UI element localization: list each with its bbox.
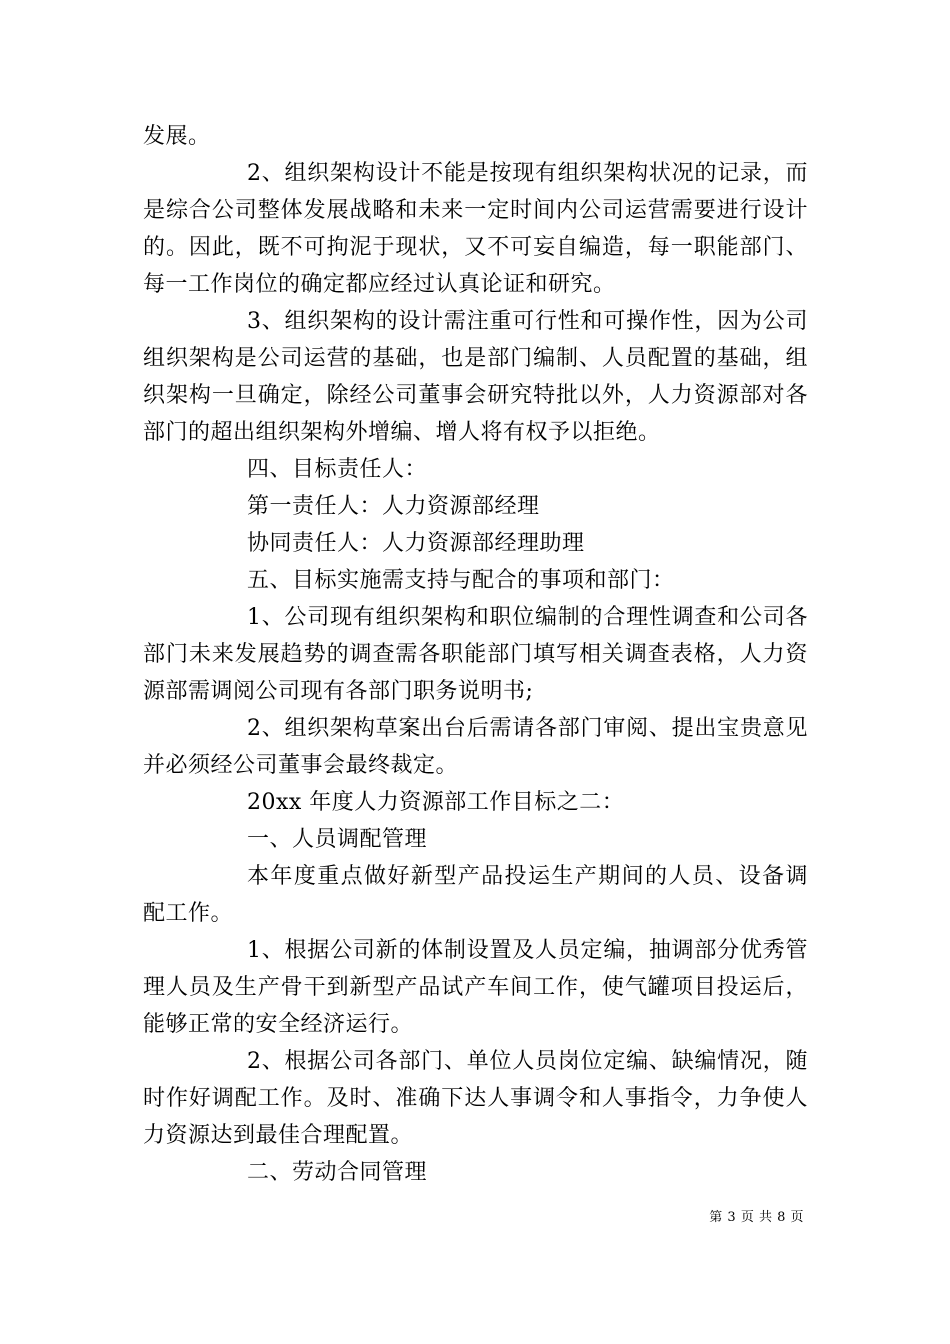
paragraph: 2、组织架构设计不能是按现有组织架构状况的记录，而是综合公司整体发展战略和未来一定时间内公司运营需要进行设计的。因此，既不可拘泥于现状，又不可妄自编造，每一职能部门、每一工作岗位的确定都应经过认真论证和研究。 [143, 161, 808, 297]
section-heading: 一、人员调配管理 [247, 827, 428, 852]
section-heading: 五、目标实施需支持与配合的事项和部门： [247, 568, 675, 593]
page-number: 第 3 页 共 8 页 [709, 1210, 804, 1225]
section-heading: 二、劳动合同管理 [247, 1160, 428, 1185]
paragraph: 1、根据公司新的体制设置及人员定编，抽调部分优秀管理人员及生产骨干到新型产品试产车间工作，使气罐项目投运后，能够正常的安全经济运行。 [143, 938, 808, 1037]
document-body [143, 118, 808, 1191]
paragraph: 第一责任人：人力资源部经理 [247, 494, 540, 519]
paragraph: 3、组织架构的设计需注重可行性和可操作性，因为公司组织架构是公司运营的基础，也是部门编制、人员配置的基础，组织架构一旦确定，除经公司董事会研究特批以外，人力资源部对各部门的超出组织架构外增编、增人将有权予以拒绝。 [143, 309, 808, 445]
paragraph: 2、组织架构草案出台后需请各部门审阅、提出宝贵意见并必须经公司董事会最终裁定。 [143, 716, 808, 778]
section-title: 20xx 年度人力资源部工作目标之二： [247, 790, 625, 815]
section-heading: 四、目标责任人： [247, 457, 428, 482]
paragraph: 2、根据公司各部门、单位人员岗位定编、缺编情况，随时作好调配工作。及时、准确下达人事调令和人事指令，力争使人力资源达到最佳合理配置。 [143, 1049, 808, 1148]
paragraph: 协同责任人：人力资源部经理助理 [247, 531, 585, 556]
paragraph: 本年度重点做好新型产品投运生产期间的人员、设备调配工作。 [143, 864, 808, 926]
paragraph: 发展。 [143, 124, 211, 149]
paragraph: 1、公司现有组织架构和职位编制的合理性调查和公司各部门未来发展趋势的调查需各职能部门填写相关调查表格，人力资源部需调阅公司现有各部门职务说明书; [143, 605, 808, 704]
